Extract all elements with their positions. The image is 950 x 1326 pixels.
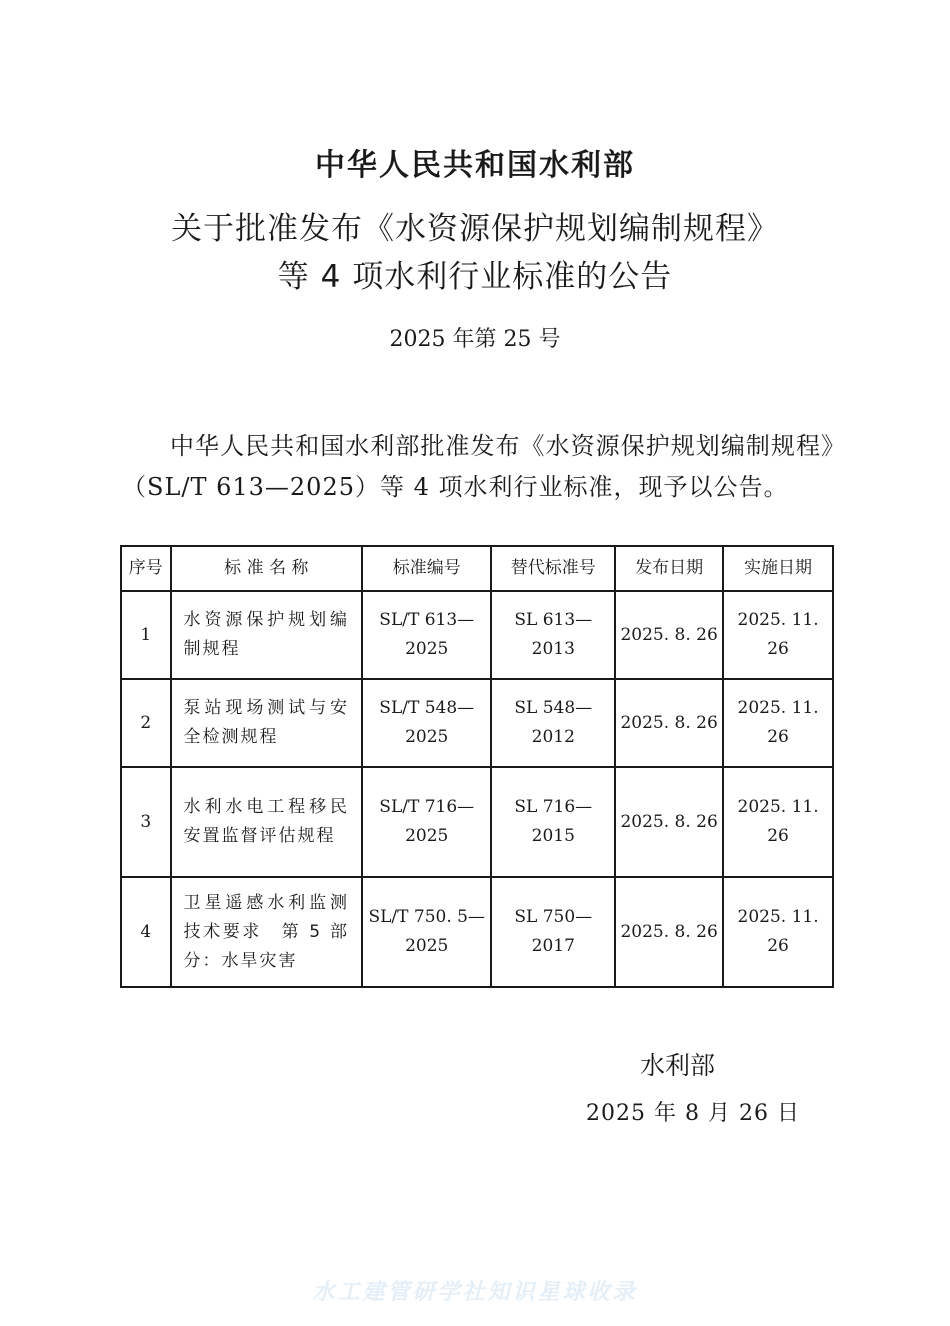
cell-effective: 2025. 11. 26: [723, 679, 833, 767]
ministry-heading: 中华人民共和国水利部: [315, 148, 635, 183]
watermark-text: 水工建管研学社知识星球收录: [312, 1279, 638, 1305]
cell-code: SL/T 750. 5—2025: [362, 877, 491, 987]
header-code: 标准编号: [362, 546, 491, 591]
cell-published: 2025. 8. 26: [615, 877, 723, 987]
title-line-1: 关于批准发布《水资源保护规划编制规程》: [171, 211, 779, 247]
cell-seq: 3: [121, 767, 171, 877]
cell-seq: 4: [121, 877, 171, 987]
cell-seq: 1: [121, 591, 171, 679]
cell-code: SL/T 613—2025: [362, 591, 491, 679]
cell-code: SL/T 716—2025: [362, 767, 491, 877]
cell-seq: 2: [121, 679, 171, 767]
signature-ministry: 水利部: [640, 1051, 716, 1080]
cell-name: 卫星遥感水利监测技术要求 第 5 部分：水旱灾害: [171, 877, 362, 987]
signature-date: 2025 年 8 月 26 日: [586, 1101, 800, 1126]
cell-replaces: SL 548—2012: [491, 679, 615, 767]
cell-replaces: SL 716—2015: [491, 767, 615, 877]
title-line-2: 等 4 项水利行业标准的公告: [277, 259, 673, 295]
cell-name: 水利水电工程移民安置监督评估规程: [171, 767, 362, 877]
cell-name: 水资源保护规划编制规程: [171, 591, 362, 679]
header-seq: 序号: [121, 546, 171, 591]
cell-replaces: SL 613—2013: [491, 591, 615, 679]
cell-name: 泵站现场测试与安全检测规程: [171, 679, 362, 767]
table-row: [121, 767, 833, 877]
header-effective: 实施日期: [723, 546, 833, 591]
header-name: 标 准 名 称: [171, 546, 362, 591]
cell-effective: 2025. 11. 26: [723, 591, 833, 679]
cell-code: SL/T 548—2025: [362, 679, 491, 767]
cell-effective: 2025. 11. 26: [723, 767, 833, 877]
table-row: [121, 591, 833, 679]
cell-published: 2025. 8. 26: [615, 591, 723, 679]
table-row: [121, 679, 833, 767]
announcement-body: 中华人民共和国水利部批准发布《水资源保护规划编制规程》（SL/T 613—2025）等 4 项水利行业标准，现予以公告。: [122, 432, 834, 501]
cell-published: 2025. 8. 26: [615, 679, 723, 767]
document-number: 2025 年第 25 号: [389, 327, 561, 352]
cell-published: 2025. 8. 26: [615, 767, 723, 877]
table-header-row: [121, 546, 833, 591]
cell-effective: 2025. 11. 26: [723, 877, 833, 987]
cell-replaces: SL 750—2017: [491, 877, 615, 987]
announcement-title: [0, 205, 950, 301]
header-published: 发布日期: [615, 546, 723, 591]
standards-table: [120, 545, 834, 988]
header-replaces: 替代标准号: [491, 546, 615, 591]
table-row: [121, 877, 833, 987]
